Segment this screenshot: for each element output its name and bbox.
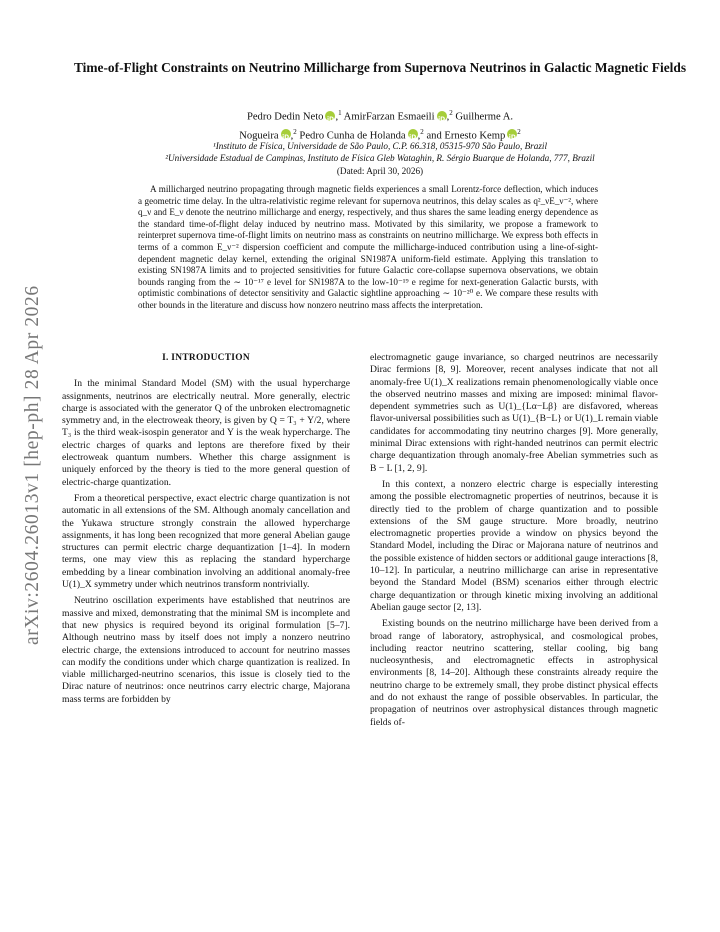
affiliation-2: ²Universidade Estadual de Campinas, Instituto de Física Gleb Wataghin, R. Sérgio Buarque de Holanda, 777, Brazil xyxy=(165,153,595,163)
author-name: Guilherme A. xyxy=(455,111,514,123)
paragraph: From a theoretical perspective, exact electric charge quantization is not automatic in all extensions of the SM. Although anomaly cancellation and the Yukawa structure strongly constrain the allowed hypercharge assignments, it has long been recognized that more general Abelian gauge structures can permit electric charge dequantization [1–4]. In modern terms, one may view this as replacing the standard hypercharge embedding by a linear combination involving an additional anomaly-free U(1)_X symmetry under which neutrinos transform nontrivially. xyxy=(62,492,350,591)
orcid-icon[interactable] xyxy=(325,111,335,121)
left-column xyxy=(62,352,350,710)
affiliation-1: ¹Instituto de Física, Universidade de São Paulo, C.P. 66.318, 05315-970 São Paulo, Brazil xyxy=(212,141,548,151)
affiliation-mark: 1 xyxy=(338,109,342,117)
author-list xyxy=(120,106,640,143)
author-line-2: NogueiraiD ,$^2$ Pedro Cunha de HolandaiD ,$^2$ and Ernesto KempiD $^2$ xyxy=(120,125,640,144)
author-name: Pedro Cunha de Holanda xyxy=(299,130,406,142)
section-heading: I. INTRODUCTION xyxy=(162,353,250,363)
affiliation-mark: 2 xyxy=(420,127,424,136)
author-name: AmirFarzan Esmaeili xyxy=(343,111,435,123)
paragraph: electromagnetic gauge invariance, so charged neutrinos are necessarily Dirac fermions [8, 9]. Moreover, recent analyses indicate that not all anomaly-free U(1)_X realizations remain phenomenologically viable once the observed neutrino masses and mixing are imposed: minimal flavor-dependent symmetries such as U(1)_{Lα−Lβ} are disfavored, whereas flavor-universal possibilities such as U(1)_{B−L} or U(1)_L remain viable candidates for accommodating tiny neutrino charges [9]. More generally, minimal Dirac extensions with right-handed neutrinos can permit electric charge dequantization through anomaly-free Abelian symmetries such as B − L [1, 2, 9]. xyxy=(370,352,658,474)
paragraph: In this context, a nonzero electric charge is especially interesting among the possible electromagnetic properties of neutrinos, because it is directly tied to the problem of charge quantization and to possible extensions of the SM gauge structure. More broadly, neutrino electromagnetic properties provide a window on physics beyond the Standard Model, including the Dirac or Majorana nature of neutrinos and the possible existence of hidden sectors or additional gauge interactions [8, 10–12]. In particular, a neutrino millicharge can arise in representative beyond the Standard Model (BSM) scenarios either through electric charge dequantization or through kinetic mixing involving an additional Abelian gauge sector [2, 13]. xyxy=(370,478,658,613)
author-name: and Ernesto Kemp xyxy=(426,130,506,142)
orcid-icon[interactable] xyxy=(281,129,291,139)
paper-title: Time-of-Flight Constraints on Neutrino Millicharge from Supernova Neutrinos in Galactic Magnetic Fields xyxy=(73,60,687,75)
dated-line: (Dated: April 30, 2026) xyxy=(336,166,424,176)
right-column xyxy=(370,352,658,733)
orcid-icon[interactable] xyxy=(507,129,517,139)
affiliation-mark: 2 xyxy=(449,109,453,117)
paragraph: Existing bounds on the neutrino millicharge have been derived from a broad range of laboratory, astrophysical, and cosmological probes, including reactor neutrino scattering, stellar cooling, big bang nucleosynthesis, and electromagnetic effects in astrophysical environments [8, 14–20]. Although these constraints already require the neutrino charge to be extremely small, they probe distinct physical effects and do not exhaust the range of possible observables. In particular, the propagation of neutrinos over astrophysical distances through magnetic fields of- xyxy=(370,618,658,728)
author-line-1: Pedro Dedin NetoiD ,$^1$ AmirFarzan EsmaeiliiD ,$^2$ Guilherme A. xyxy=(120,106,640,125)
orcid-icon[interactable] xyxy=(437,111,447,121)
paragraph: In the minimal Standard Model (SM) with the usual hypercharge assignments, neutrinos are electrically neutral. More generally, electric charge is associated with the generator Q of the unbroken electromagnetic symmetry and, in the electroweak theory, is given by Q = T₃ + Y/2, where T₃ is the third weak-isospin generator and Y is the weak hypercharge. The electric charges of quarks and leptons are therefore fixed by their electroweak quantum numbers. Whether this charge assignment is uniquely enforced by the theory is tied to the more general question of electric-charge quantization. xyxy=(62,378,350,488)
affiliation-mark: 2 xyxy=(293,127,297,136)
author-name: Nogueira xyxy=(239,130,279,142)
affiliation-mark: 2 xyxy=(517,127,521,136)
paragraph: Neutrino oscillation experiments have established that neutrinos are massive and mixed, demonstrating that the minimal SM is incomplete and that new physics is required beyond its original formulation [5–7]. Although neutrino mass by itself does not imply a nonzero neutrino electric charge, the extensions introduced to account for neutrino masses can modify the conditions under which charge quantization is realized. In viable millicharged-neutrino scenarios, this issue is closely tied to the Dirac nature of neutrinos: once neutrinos carry electric charge, Majorana mass terms are forbidden by xyxy=(62,595,350,705)
abstract: A millicharged neutrino propagating through magnetic fields experiences a small Lorentz-force deflection, which induces a geometric time delay. In the ultra-relativistic regime relevant for supernova neutrinos, this delay scales as q²_νE_ν⁻², where q_ν and E_ν denote the neutrino millicharge and energy, respectively, and thus shares the same leading energy dependence as the standard time-of-flight delay induced by neutrino mass. Motivated by this similarity, we propose a framework to reinterpret supernova time-of-flight limits on neutrino mass as constraints on neutrino millicharge. We express both effects in terms of a common E_ν⁻² dispersion coefficient and compute the millicharge-induced contribution using a line-of-sight-dependent magnetic delay kernel, extending the original SN1987A uniform-field estimate. Applying this translation to existing SN1987A limits and to projected sensitivities for future Galactic core-collapse supernova observations, we obtain bounds ranging from the ∼ 10⁻¹⁷ e level for SN1987A to the low-10⁻¹⁹ e regime for next-generation Galactic bursts, with optimistic combinations of detector sensitivity and Galactic sightline approaching ∼ 10⁻²⁰ e. We compare these results with other bounds in the literature and discuss how nonzero neutrino mass affects the interpretation. xyxy=(138,184,598,310)
orcid-icon[interactable] xyxy=(408,129,418,139)
author-name: Pedro Dedin Neto xyxy=(246,111,324,123)
